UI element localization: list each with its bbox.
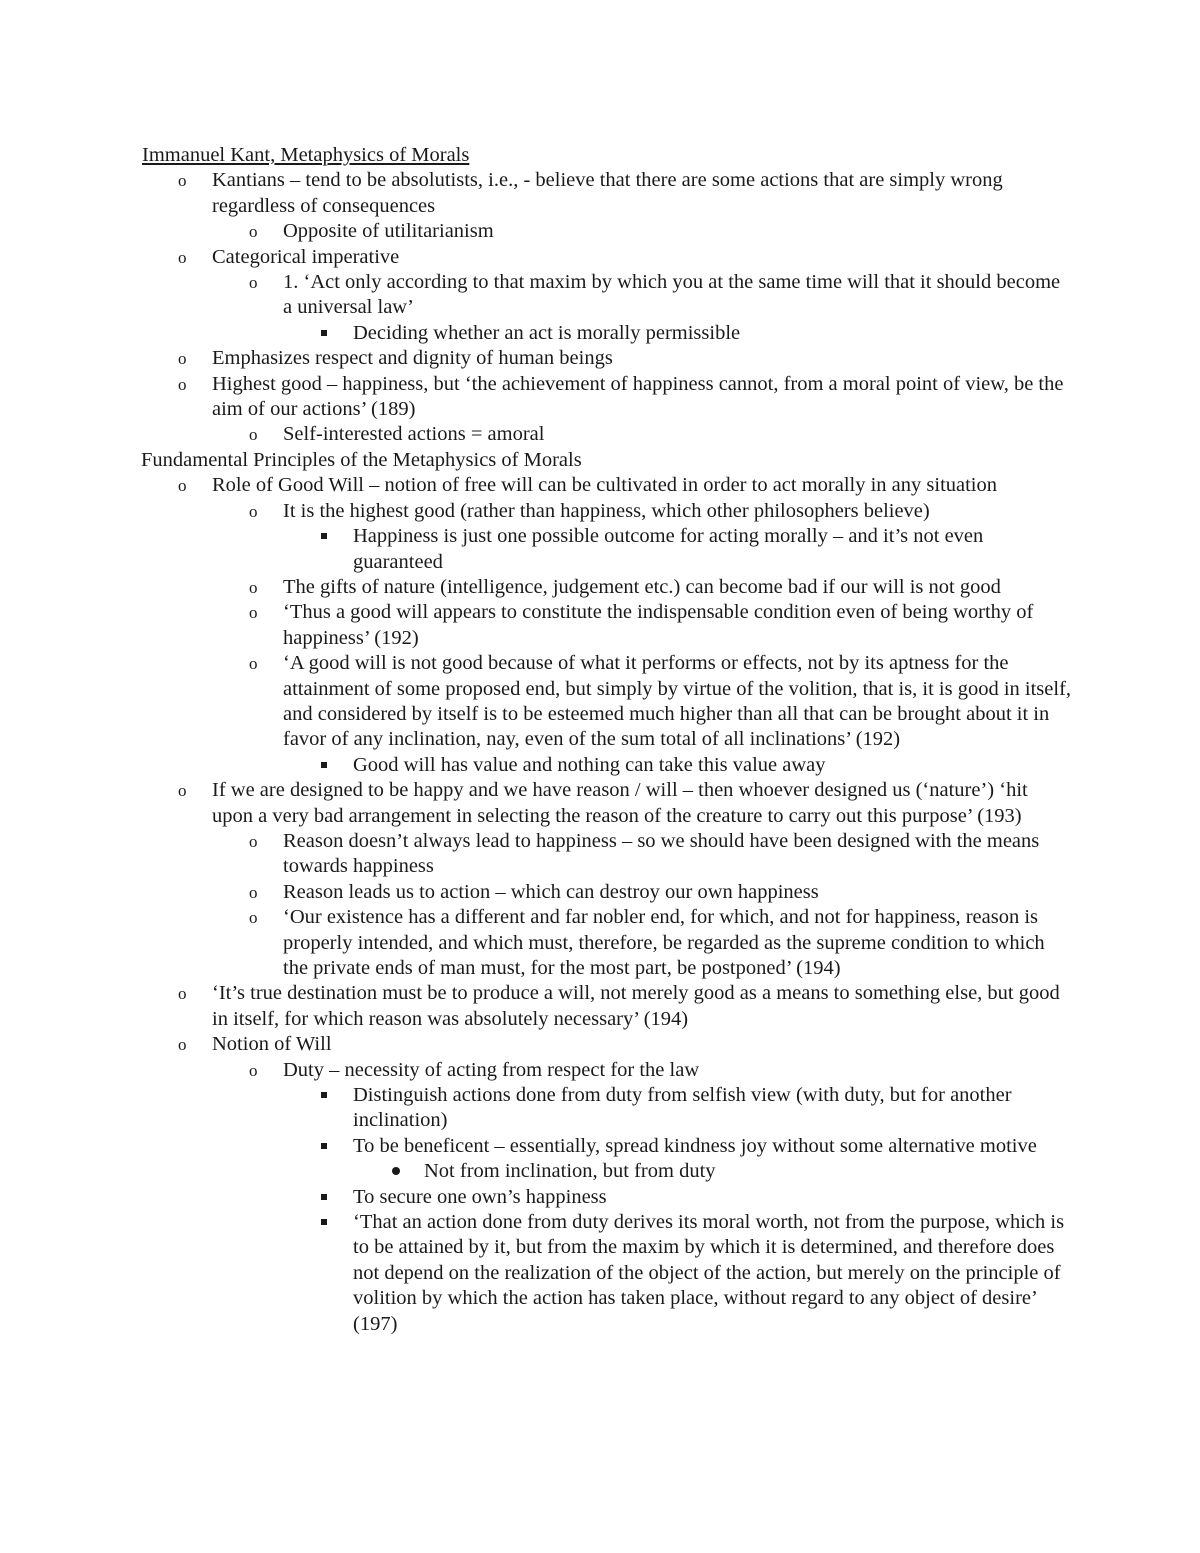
- list-item-text: It is the highest good (rather than happiness, which other philosophers believe): [283, 499, 930, 522]
- list-item: [142, 372, 1072, 423]
- page-title: Immanuel Kant, Metaphysics of Morals: [142, 144, 470, 166]
- list-item-text: Happiness is just one possible outcome for acting morally – and it’s not even guaranteed: [353, 525, 984, 573]
- list-item-text: Not from inclination, but from duty: [424, 1160, 716, 1183]
- list-item-text: Good will has value and nothing can take this value away: [353, 753, 826, 776]
- hollow-bullet-icon: o: [249, 831, 258, 851]
- list-item: [142, 1032, 1072, 1057]
- list-item: [142, 778, 1072, 829]
- hollow-bullet-icon: o: [249, 882, 258, 902]
- hollow-bullet-icon: o: [249, 654, 258, 674]
- list-item: [142, 651, 1072, 753]
- hollow-bullet-icon: o: [249, 603, 258, 623]
- list-item-text: To secure one own’s happiness: [353, 1185, 607, 1208]
- hollow-bullet-icon: o: [178, 781, 187, 801]
- list-item: [142, 1159, 1072, 1184]
- hollow-bullet-icon: o: [178, 171, 187, 191]
- list-item-text: Reason leads us to action – which can destroy our own happiness: [283, 880, 819, 903]
- list-item: [142, 1210, 1072, 1337]
- list-item-text: If we are designed to be happy and we have reason / will – then whoever designed us (‘nature’) ‘hit upon a very bad arrangement in selecting the reason of the creature to carry out this purpose’ (193): [212, 779, 1028, 827]
- hollow-bullet-icon: o: [249, 222, 258, 242]
- list-item: [142, 321, 1072, 346]
- list-item: [142, 1134, 1072, 1159]
- hollow-bullet-icon: o: [249, 577, 258, 597]
- list-item-text: Role of Good Will – notion of free will can be cultivated in order to act morally in any situation: [212, 474, 998, 497]
- list-item: [142, 219, 1072, 244]
- hollow-bullet-icon: o: [249, 501, 258, 521]
- list-item-text: Self-interested actions = amoral: [283, 423, 545, 446]
- hollow-bullet-icon: o: [178, 476, 187, 496]
- list-item: [142, 499, 1072, 524]
- list-item-text: Distinguish actions done from duty from selfish view (with duty, but for another inclination): [353, 1084, 1012, 1132]
- list-item: [142, 346, 1072, 371]
- disc-bullet-icon: [392, 1167, 400, 1175]
- list-item-text: Duty – necessity of acting from respect for the law: [283, 1058, 700, 1081]
- list-item: [142, 575, 1072, 600]
- hollow-bullet-icon: o: [178, 349, 187, 369]
- section-heading: Fundamental Principles of the Metaphysics of Morals: [141, 448, 582, 471]
- hollow-bullet-icon: o: [249, 273, 258, 293]
- hollow-bullet-icon: o: [178, 1035, 187, 1055]
- list-item-text: Deciding whether an act is morally permissible: [353, 321, 741, 344]
- list-item-text: Notion of Will: [212, 1033, 332, 1056]
- list-item: [142, 905, 1072, 981]
- list-item: [142, 600, 1072, 651]
- square-bullet-icon: [321, 1194, 327, 1200]
- square-bullet-icon: [321, 1092, 327, 1098]
- list-item-text: ‘Our existence has a different and far nobler end, for which, and not for happiness, reason is properly intended, and which must, therefore, be regarded as the supreme condition to which the private ends of man must, for the most part, be postponed’ (194): [283, 906, 1045, 979]
- list-item: [142, 245, 1072, 270]
- list-item-text: ‘It’s true destination must be to produce a will, not merely good as a means to something else, but good in itself, for which reason was absolutely necessary’ (194): [212, 982, 1060, 1030]
- hollow-bullet-icon: o: [178, 247, 187, 267]
- list-item: [142, 473, 1072, 498]
- hollow-bullet-icon: o: [249, 425, 258, 445]
- list-item-text: Highest good – happiness, but ‘the achievement of happiness cannot, from a moral point of view, be the aim of our actions’ (189): [212, 372, 1064, 421]
- list-item: [142, 270, 1072, 321]
- list-item-text: Categorical imperative: [212, 245, 400, 268]
- list-item-text: 1. ‘Act only according to that maxim by which you at the same time will that it should become a universal law’: [283, 271, 1061, 319]
- list-item-text: To be beneficent – essentially, spread kindness joy without some alternative motive: [353, 1134, 1037, 1157]
- square-bullet-icon: [321, 330, 327, 336]
- list-item-text: Kantians – tend to be absolutists, i.e., - believe that there are some actions that are simply wrong regardless of consequences: [212, 169, 1003, 217]
- hollow-bullet-icon: o: [249, 1060, 258, 1080]
- list-item: [142, 168, 1072, 219]
- list-item-text: ‘That an action done from duty derives its moral worth, not from the purpose, which is to be attained by it, but from the maxim by which it is determined, and therefore does not depend on the realization of the object of the action, but merely on the principle of volition by which the action has taken place, without regard to any object of desire’ (197): [353, 1211, 1065, 1335]
- list-item: [142, 981, 1072, 1032]
- list-item: [142, 422, 1072, 447]
- list-item: [142, 880, 1072, 905]
- list-item-text: Reason doesn’t always lead to happiness – so we should have been designed with the means towards happiness: [283, 829, 1040, 878]
- document-body: [142, 143, 1072, 1337]
- list-item: [142, 1083, 1072, 1134]
- list-item: [142, 524, 1072, 575]
- list-item: [142, 829, 1072, 880]
- square-bullet-icon: [321, 1143, 327, 1149]
- square-bullet-icon: [321, 1219, 327, 1225]
- list-item: [142, 753, 1072, 778]
- list-item-text: The gifts of nature (intelligence, judgement etc.) can become bad if our will is not good: [283, 575, 1001, 598]
- hollow-bullet-icon: o: [178, 984, 187, 1004]
- square-bullet-icon: [321, 762, 327, 768]
- hollow-bullet-icon: o: [178, 374, 187, 394]
- list-item-text: ‘A good will is not good because of what it performs or effects, not by its aptness for the attainment of some proposed end, but simply by virtue of the volition, that is, it is good in itself, and considered by itself is to be esteemed much higher than all that can be brought about it in favor of any inclination, nay, even of the sum total of all inclinations’ (192): [283, 652, 1072, 751]
- list-item: [142, 1058, 1072, 1083]
- square-bullet-icon: [321, 533, 327, 539]
- list-item: [142, 1185, 1072, 1210]
- list-item-text: Opposite of utilitarianism: [283, 220, 494, 243]
- hollow-bullet-icon: o: [249, 908, 258, 928]
- list-item-text: ‘Thus a good will appears to constitute the indispensable condition even of being worthy of happiness’ (192): [283, 601, 1034, 649]
- list-item-text: Emphasizes respect and dignity of human beings: [212, 347, 613, 370]
